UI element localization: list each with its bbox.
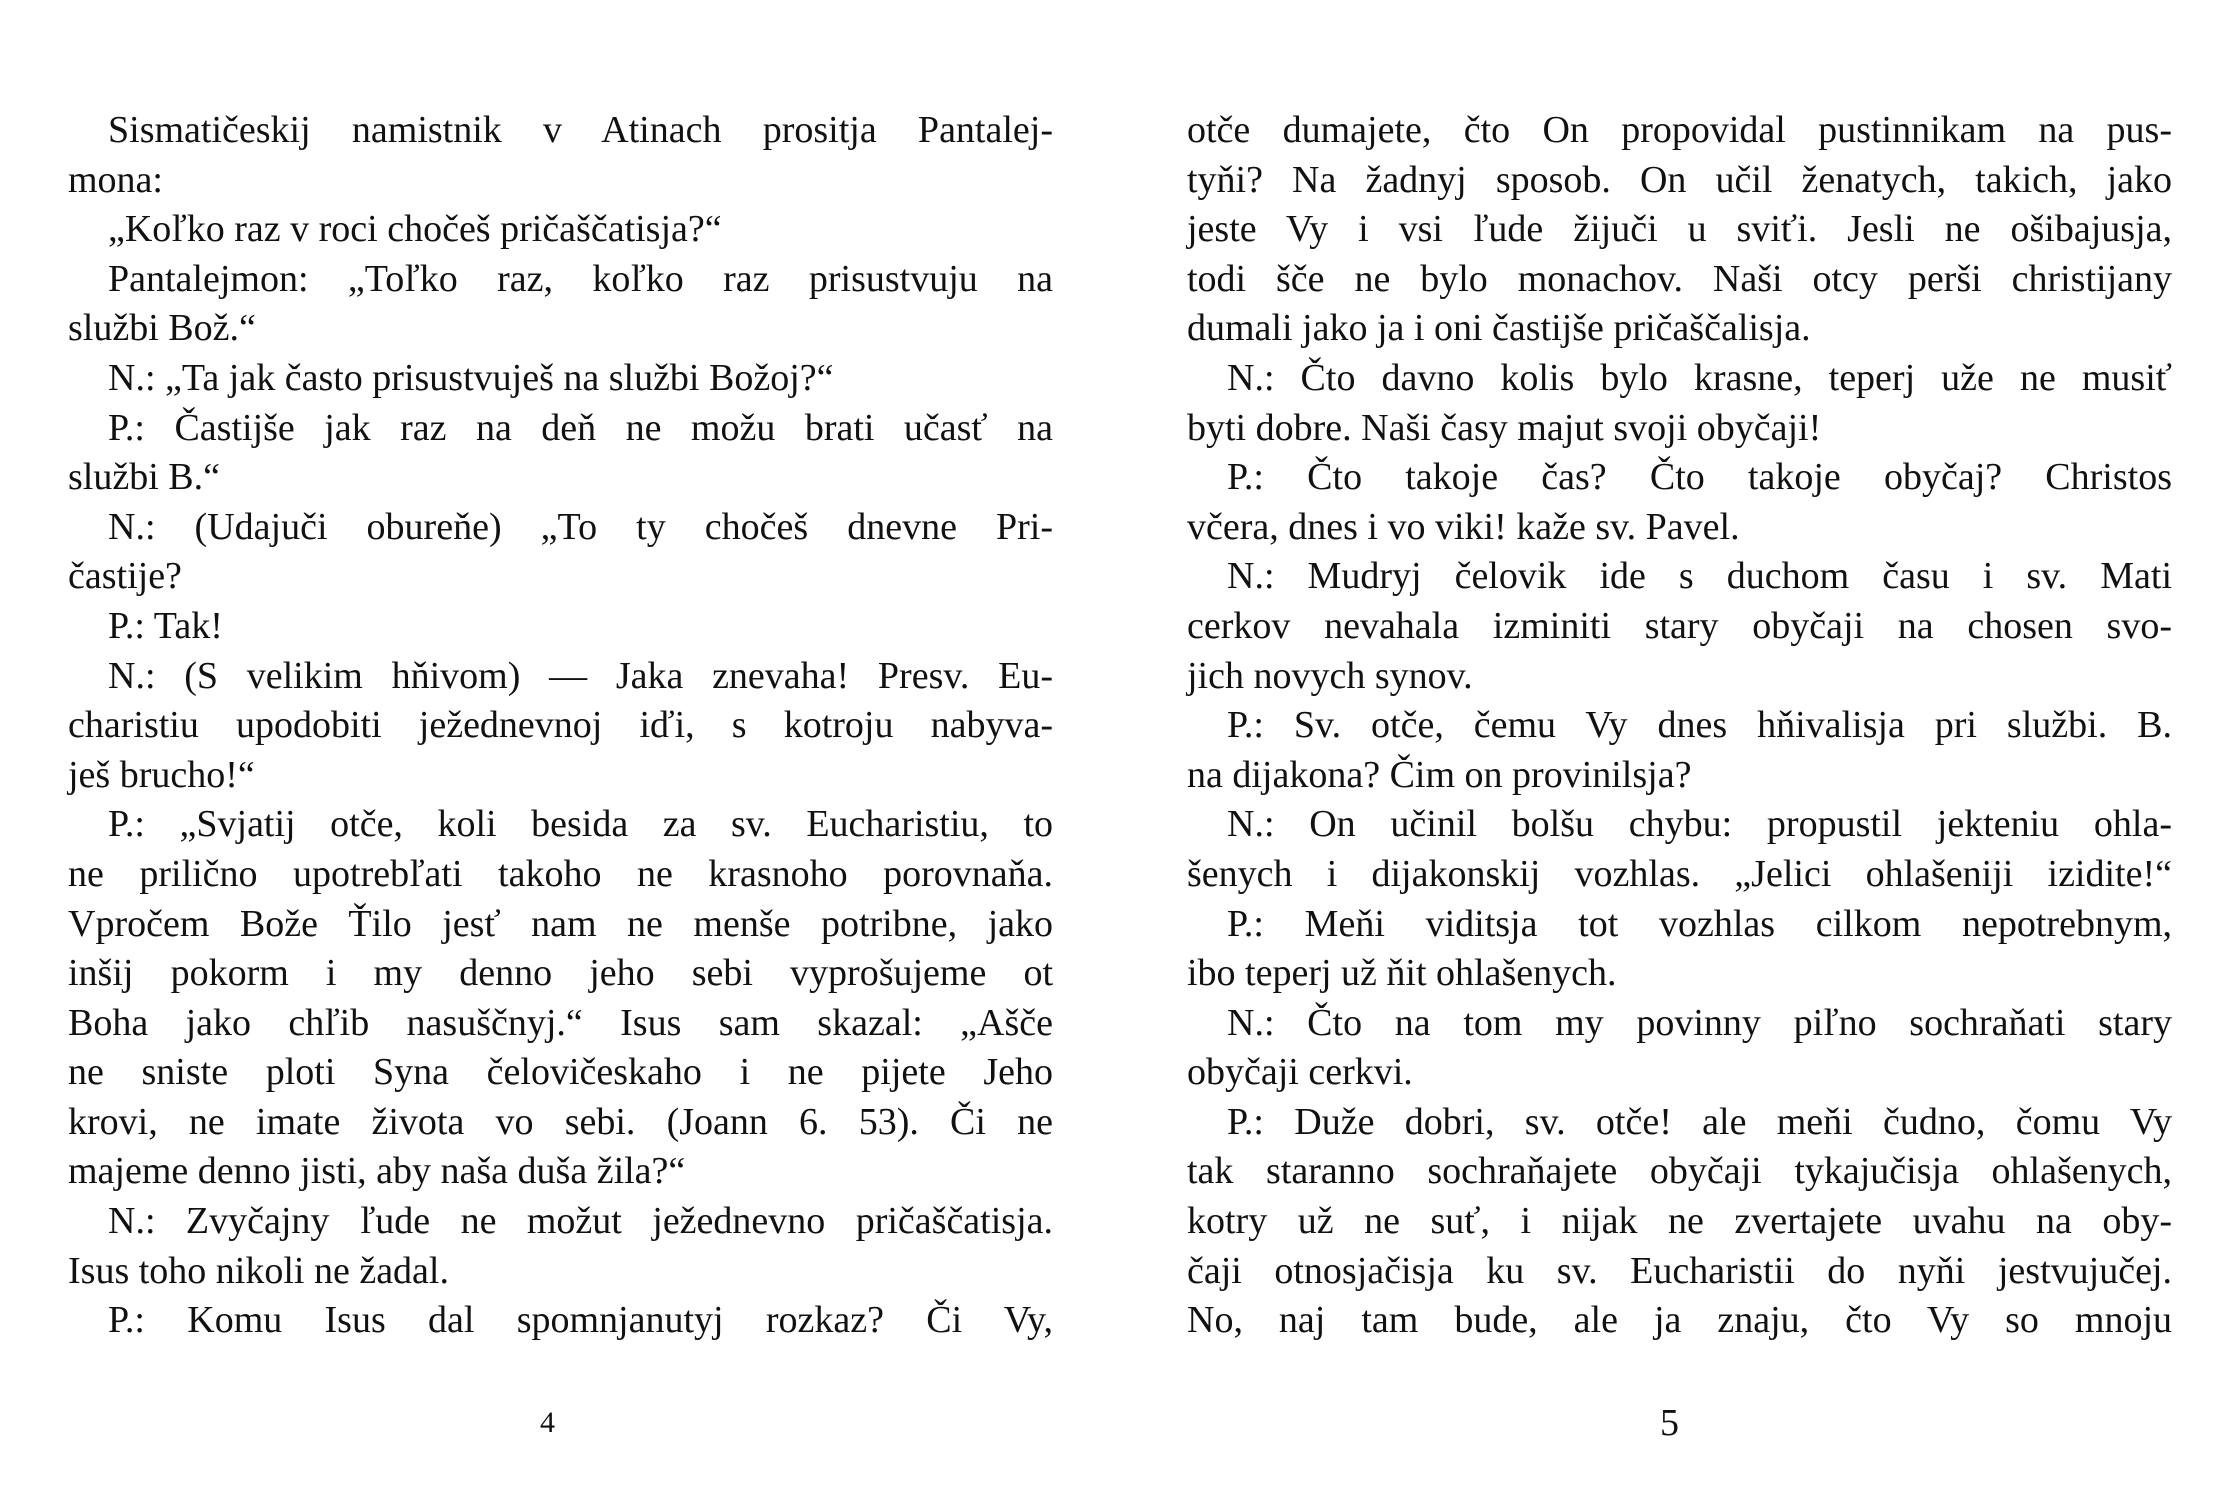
text-line: N.: Čto na tom my povinny piľno sochraňati stary <box>1227 1001 2172 1044</box>
text-line: službi Bož.“ <box>68 307 256 350</box>
text-line: jeste Vy i vsi ľude žijuči u sviťi. Jesli ne ošibajusja, <box>1187 208 2172 251</box>
text-line: obyčaji cerkvi. <box>1187 1051 1413 1094</box>
text-line: tyňi? Na žadnyj sposob. On učil ženatych, takich, jako <box>1187 158 2172 201</box>
text-line: Boha jako chľib nasuščnyj.“ Isus sam skazal: „Ašče <box>68 1001 1053 1044</box>
text-line: N.: Mudryj čelovik ide s duchom času i sv. Mati <box>1227 555 2172 598</box>
text-line: N.: „Ta jak často prisustvuješ na službi Božoj?“ <box>108 356 834 399</box>
text-line: No, naj tam bude, ale ja znaju, čto Vy so mnoju <box>1187 1299 2172 1342</box>
text-line: „Koľko raz v roci chočeš pričaščatisja?“ <box>108 208 722 251</box>
text-line: majeme denno jisti, aby naša duša žila?“ <box>68 1150 686 1193</box>
text-line: otče dumajete, čto On propovidal pustinnikam na pus- <box>1187 109 2172 151</box>
text-line: byti dobre. Naši časy majut svoji obyčaji! <box>1187 406 1822 449</box>
text-line: častije? <box>68 555 182 598</box>
text-line: mona: <box>68 158 163 201</box>
text-line: jich novych synov. <box>1187 654 1473 697</box>
text-line: N.: (Udajuči obureňe) „To ty chočeš dnevne Pri- <box>108 505 1053 548</box>
text-line: inšij pokorm i my denno jeho sebi vyprošujeme ot <box>68 952 1053 995</box>
text-line: N.: Čto davno kolis bylo krasne, teperj uže ne musiť <box>1227 356 2172 399</box>
text-line: službi B.“ <box>68 456 220 499</box>
text-line: P.: Meňi viditsja tot vozhlas cilkom nepotrebnym, <box>1227 902 2172 945</box>
text-line: čaji otnosjačisja ku sv. Eucharistii do nyňi jestvujučej. <box>1187 1249 2172 1292</box>
text-line: P.: Komu Isus dal spomnjanutyj rozkaz? Či Vy, <box>108 1299 1053 1342</box>
text-line: P.: Sv. otče, čemu Vy dnes hňivalisja pri službi. B. <box>1227 704 2172 747</box>
text-line: Pantalejmon: „Toľko raz, koľko raz prisustvuju na <box>108 257 1053 300</box>
text-line: Sismatičeskij namistnik v Atinach prositja Pantalej- <box>108 109 1053 151</box>
text-line: Isus toho nikoli ne žadal. <box>68 1249 449 1292</box>
text-line: N.: On učinil bolšu chybu: propustil jekteniu ohla- <box>1227 803 2172 846</box>
text-line: charistiu upodobiti ježednevnoj iďi, s kotroju nabyva- <box>68 704 1053 747</box>
right-page-number: 5 <box>1660 1402 1679 1444</box>
text-line: tak staranno sochraňajete obyčaji tykajučisja ohlašenych, <box>1187 1150 2172 1193</box>
left-page-text <box>68 106 1053 1346</box>
text-line: todi šče ne bylo monachov. Naši otcy perši christijany <box>1187 257 2172 300</box>
text-line: P.: Čto takoje čas? Čto takoje obyčaj? Christos <box>1227 456 2172 499</box>
text-line: N.: Zvyčajny ľude ne možut ježednevno pričaščatisja. <box>108 1200 1053 1243</box>
text-line: ne sniste ploti Syna čelovičeskaho i ne pijete Jeho <box>68 1051 1053 1094</box>
text-line: P.: Tak! <box>108 604 223 647</box>
text-line: ibo teperj už ňit ohlašenych. <box>1187 952 1617 995</box>
text-line: včera, dnes i vo viki! kaže sv. Pavel. <box>1187 505 1740 548</box>
text-line: ješ brucho!“ <box>68 753 255 796</box>
text-line: P.: Častijše jak raz na deň ne možu brati učasť na <box>108 406 1053 449</box>
text-line: krovi, ne imate života vo sebi. (Joann 6. 53). Či ne <box>68 1100 1053 1143</box>
text-line: dumali jako ja i oni častijše pričaščalisja. <box>1187 307 1811 350</box>
right-page-text <box>1187 106 2172 1346</box>
text-line: šenych i dijakonskij vozhlas. „Jelici ohlašeniji izidite!“ <box>1187 852 2172 895</box>
text-line: na dijakona? Čim on provinilsja? <box>1187 753 1692 796</box>
text-line: P.: Duže dobri, sv. otče! ale meňi čudno, čomu Vy <box>1227 1100 2172 1143</box>
left-page-number: 4 <box>540 1406 555 1439</box>
text-line: cerkov nevahala izminiti stary obyčaji na chosen svo- <box>1187 604 2172 647</box>
text-line: Vpročem Bože Ťilo jesť nam ne menše potribne, jako <box>68 902 1053 945</box>
text-line: ne priličnо upotrebľati takoho ne krasnoho porovnaňa. <box>68 852 1053 895</box>
text-line: P.: „Svjatij otče, koli besida za sv. Eucharistiu, to <box>108 803 1053 846</box>
text-line: kotry už ne suť, i nijak ne zvertajete uvahu na oby- <box>1187 1200 2172 1243</box>
text-line: N.: (S velikim hňivom) — Jaka znevaha! Presv. Eu- <box>108 654 1053 697</box>
